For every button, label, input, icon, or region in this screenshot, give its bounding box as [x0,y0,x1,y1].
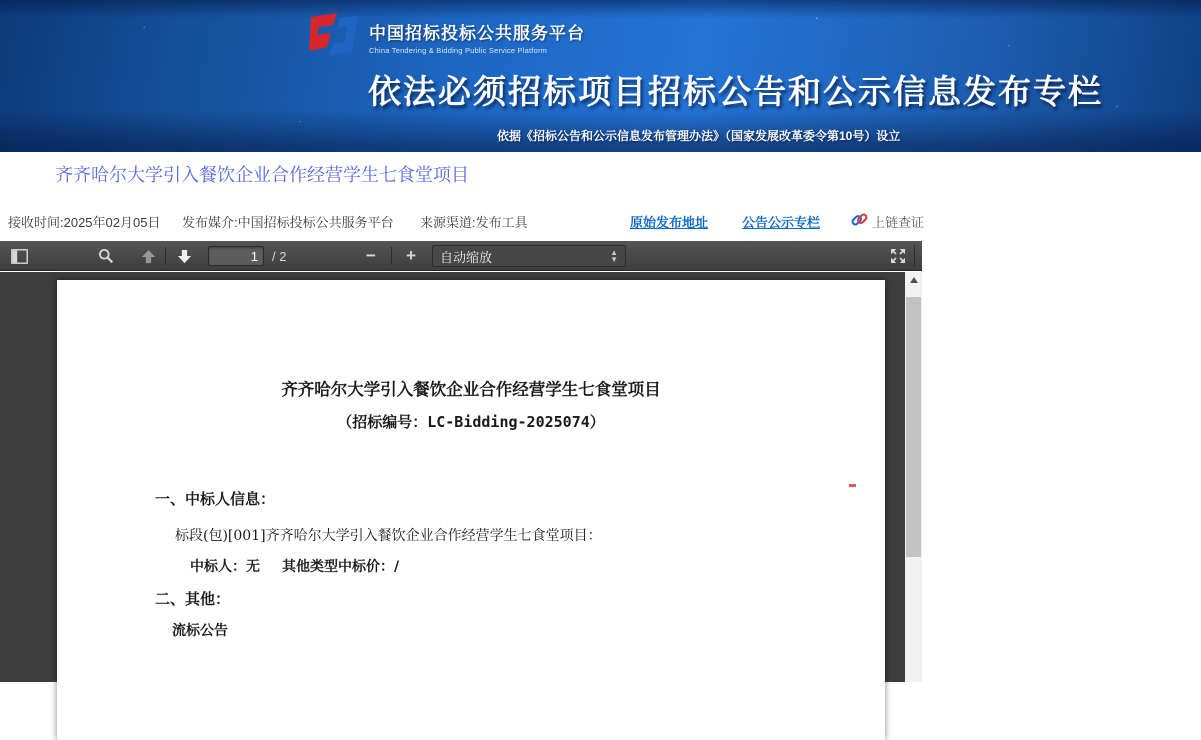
zoom-out-button[interactable]: − [366,246,376,265]
search-icon [98,248,114,264]
search-button[interactable] [92,244,120,268]
zoom-mode-value: 自动缩放 [440,249,493,265]
platform-logo-icon [306,12,360,61]
arrow-up-icon [141,249,156,264]
document-bid-number: （招标编号：LC-Bidding-2025074） [337,413,605,431]
platform-name: 中国招标投标公共服务平台 [369,23,585,43]
platform-logo [306,12,585,61]
fullscreen-expand-icon [890,248,906,264]
document-other-type-price: 其他类型中标价：/ [282,559,400,575]
viewer-scrollbar[interactable] [905,272,922,682]
page-total-label: / 2 [272,249,287,264]
scrollbar-thumb[interactable] [906,297,921,557]
receive-time: 接收时间:2025年02月05日 [8,215,161,230]
toolbar-separator [391,247,392,265]
original-address-link[interactable]: 原始发布地址 [630,215,709,230]
zoom-in-button[interactable]: + [406,246,416,265]
article-title: 齐齐哈尔大学引入餐饮企业合作经营学生七食堂项目 [55,165,469,185]
pdf-page [57,280,885,740]
sidebar-toggle-icon [11,249,28,264]
pdf-toolbar [0,241,922,271]
arrow-down-icon [177,249,192,264]
announcement-column-link[interactable]: 公告公示专栏 [742,215,821,230]
fullscreen-button[interactable] [884,244,912,268]
platform-name-en: China Tendering & Bidding Public Service Platform [369,45,548,55]
toolbar-separator [914,245,915,267]
publish-media: 发布媒介:中国招标投标公共服务平台 [182,215,394,230]
red-annotation-mark [849,484,856,487]
document-section2-heading: 二、其他： [155,590,231,608]
document-section2-body: 流标公告 [172,623,228,639]
banner [0,0,1201,152]
platform-logo-text [369,19,585,55]
document-lot-line: 标段(包)[001]齐齐哈尔大学引入餐饮企业合作经营学生七食堂项目： [175,528,602,544]
sidebar-toggle-button[interactable] [5,244,33,268]
document-winner: 中标人：无 [190,559,260,575]
banner-note: 依据《招标公告和公示信息发布管理办法》（国家发展改革委令第10号）设立 [497,129,901,143]
chain-link-icon [851,211,868,233]
document-section1-heading: 一、中标人信息： [155,490,276,508]
source-channel: 来源渠道:发布工具 [420,215,528,230]
banner-main-title: 依法必须招标项目招标公告和公示信息发布专栏 [368,73,1103,110]
scroll-up-icon [910,277,918,283]
chain-verify-link[interactable]: 上链查证 [872,215,925,230]
previous-page-button[interactable] [134,244,162,268]
pdf-viewer-area [0,272,922,682]
zoom-mode-select[interactable] [432,245,626,267]
page-number-input[interactable] [208,246,264,266]
toolbar-separator [165,247,166,265]
scroll-up-button[interactable] [905,272,922,288]
document-title: 齐齐哈尔大学引入餐饮企业合作经营学生七食堂项目 [281,380,661,399]
select-spinner-icon: ▲ ▼ [610,248,618,264]
next-page-button[interactable] [170,244,198,268]
